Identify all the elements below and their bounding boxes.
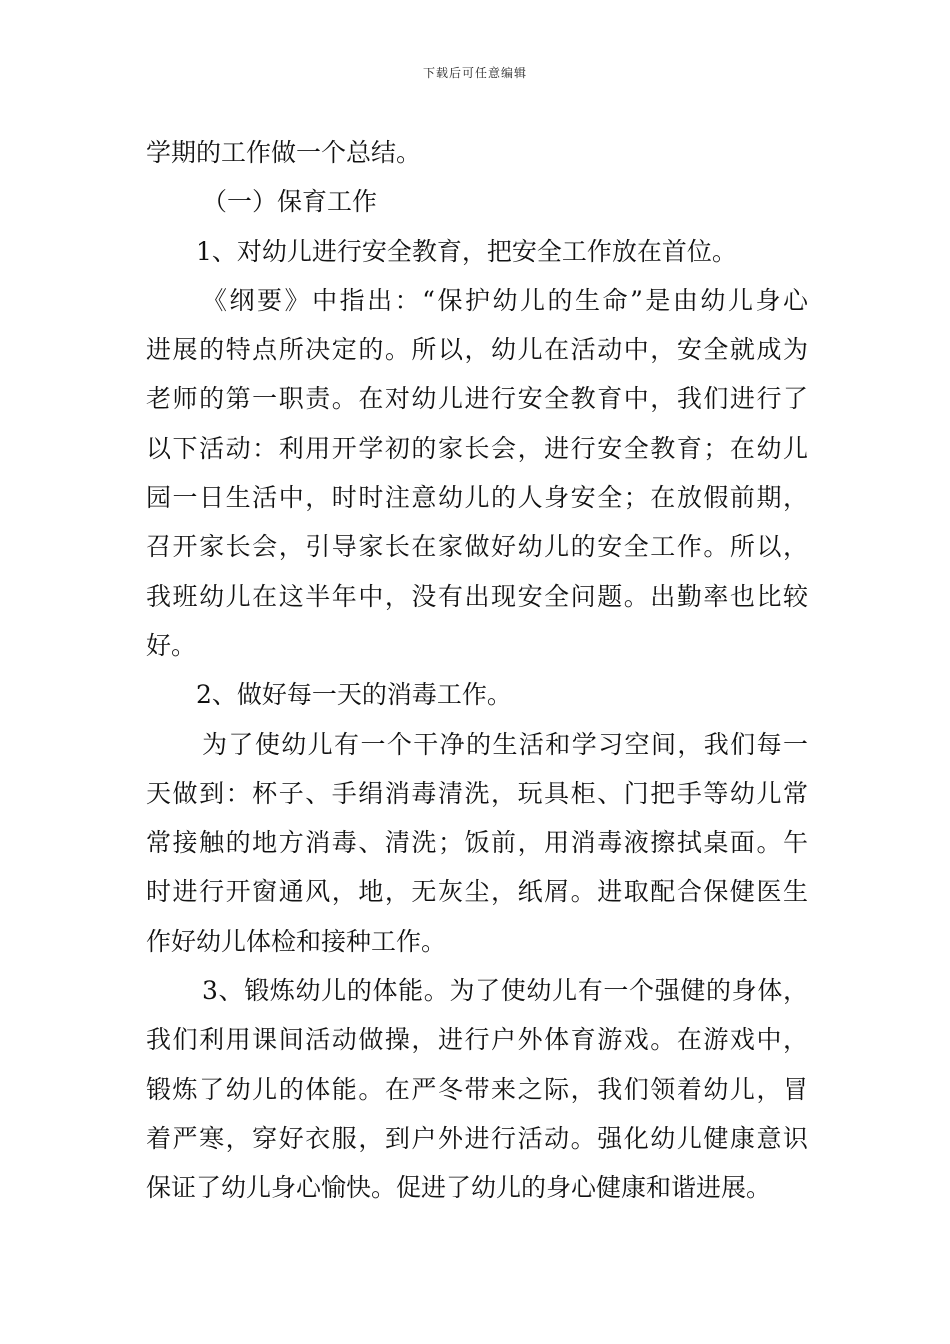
text-line: 着严寒，穿好衣服，到户外进行活动。强化幼儿健康意识 bbox=[146, 1123, 808, 1153]
body-text bbox=[146, 128, 808, 1213]
numbered-heading: 1、对幼儿进行安全教育，把安全工作放在首位。 bbox=[196, 236, 737, 266]
text-line: 园一日生活中，时时注意幼儿的人身安全；在放假前期， bbox=[146, 483, 808, 513]
numbered-heading: 2、做好每一天的消毒工作。 bbox=[196, 680, 512, 710]
text-line: 时进行开窗通风，地，无灰尘，纸屑。进取配合保健医生 bbox=[146, 877, 808, 907]
header-note: 下载后可任意编辑 bbox=[422, 66, 527, 80]
text-line: 作好幼儿体检和接种工作。 bbox=[146, 926, 447, 956]
text-line: 《纲要》中指出：“保护幼儿的生命”是由幼儿身心 bbox=[202, 285, 808, 315]
text-line: 为了使幼儿有一个干净的生活和学习空间，我们每一 bbox=[202, 729, 808, 759]
text-line: 好。 bbox=[146, 630, 197, 660]
section-heading: （一）保育工作 bbox=[202, 187, 378, 217]
text-line: 老师的第一职责。在对幼儿进行安全教育中，我们进行了 bbox=[146, 384, 808, 414]
text-line: 锻炼了幼儿的体能。在严冬带来之际，我们领着幼儿，冒 bbox=[146, 1074, 808, 1104]
text-line: 进展的特点所决定的。所以，幼儿在活动中，安全就成为 bbox=[146, 335, 808, 365]
text-line: 召开家长会，引导家长在家做好幼儿的安全工作。所以， bbox=[146, 532, 808, 562]
text-line: 3、锻炼幼儿的体能。为了使幼儿有一个强健的身体， bbox=[202, 976, 808, 1006]
text-line: 学期的工作做一个总结。 bbox=[146, 138, 422, 167]
text-line: 以下活动：利用开学初的家长会，进行安全教育；在幼儿 bbox=[146, 433, 808, 463]
text-line: 天做到：杯子、手绢消毒清洗，玩具柜、门把手等幼儿常 bbox=[146, 778, 808, 808]
text-line: 我们利用课间活动做操，进行户外体育游戏。在游戏中， bbox=[146, 1025, 808, 1055]
text-line: 常接触的地方消毒、清洗；饭前，用消毒液擦拭桌面。午 bbox=[146, 828, 808, 858]
text-line: 保证了幼儿身心愉快。促进了幼儿的身心健康和谐进展。 bbox=[146, 1173, 772, 1203]
text-line: 我班幼儿在这半年中，没有出现安全问题。出勤率也比较 bbox=[146, 581, 808, 611]
